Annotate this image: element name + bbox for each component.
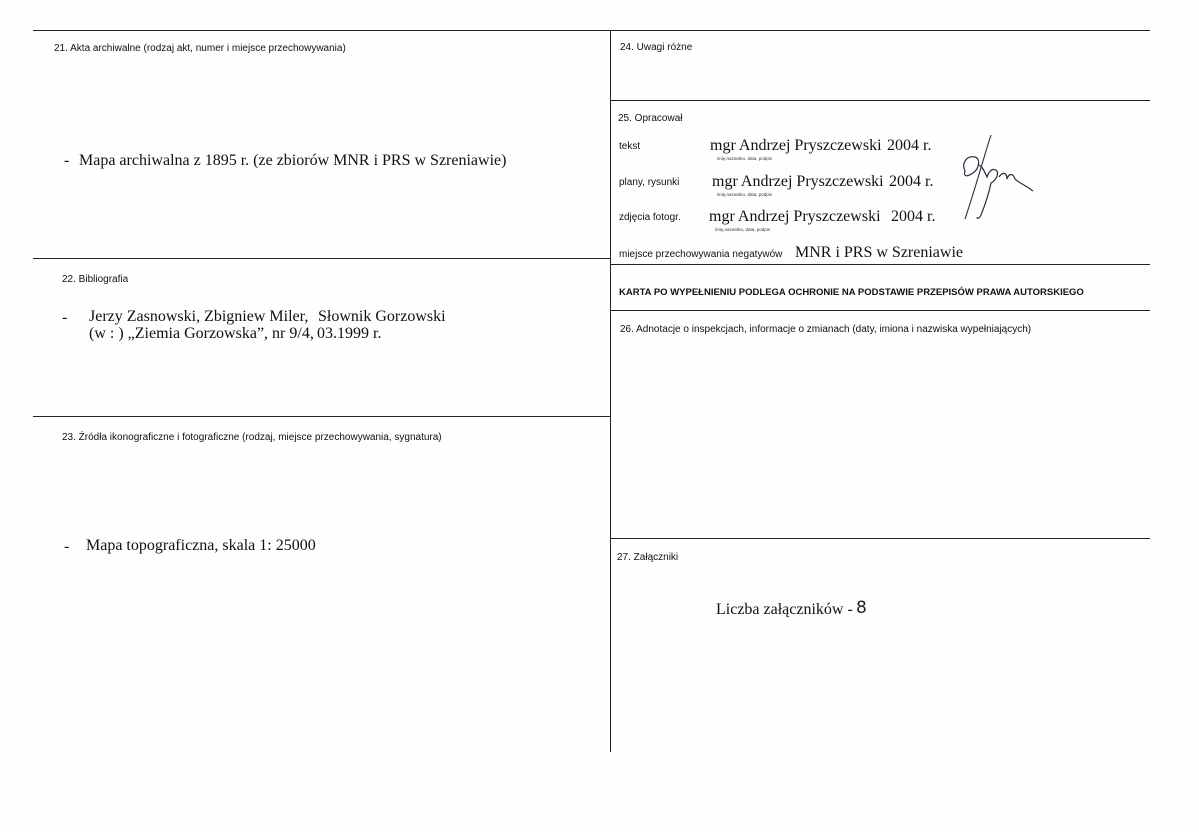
author-row-text-name: mgr Andrzej Pryszczewski	[710, 137, 882, 154]
bibliography-title: Słownik Gorzowski	[318, 308, 446, 325]
author-row-plans-label: plany, rysunki	[619, 177, 680, 188]
bibliography-date: 03.1999 r.	[317, 325, 382, 342]
author-row-plans-year: 2004 r.	[889, 173, 934, 190]
negatives-storage-label: miejsce przechowywania negatywów	[619, 249, 783, 260]
attachments-count-value: 8	[856, 598, 867, 618]
negatives-storage-value: MNR i PRS w Szreniawie	[795, 244, 963, 261]
center-divider	[610, 30, 611, 752]
rule-note-26	[610, 310, 1150, 311]
section-22-dash: -	[62, 309, 68, 326]
author-row-plans-caption: imię,nazwisko, data, podpis	[717, 192, 773, 197]
handwritten-signature	[955, 133, 1045, 223]
rule-24-25	[610, 100, 1150, 101]
author-row-photos-caption: imię,nazwisko, data, podpis	[715, 227, 771, 232]
section-27-label: 27. Załączniki	[617, 552, 679, 563]
author-row-photos-year: 2004 r.	[891, 208, 936, 225]
section-21-dash: -	[64, 152, 70, 169]
author-row-text-caption: imię,nazwisko, data, podpis	[717, 156, 773, 161]
section-23-label: 23. Źródła ikonograficzne i fotograficzne (rodzaj, miejsce przechowywania, sygnatura)	[62, 432, 442, 443]
rule-26-27	[610, 538, 1150, 539]
author-row-photos-label: zdjęcia fotogr.	[619, 212, 681, 223]
section-26-label: 26. Adnotacje o inspekcjach, informacje o zmianach (daty, imiona i nazwiska wypełniających)	[620, 324, 1032, 335]
section-24-label: 24. Uwagi różne	[620, 42, 693, 53]
section-22-label: 22. Bibliografia	[62, 274, 129, 285]
copyright-note: KARTA PO WYPEŁNIENIU PODLEGA OCHRONIE NA PODSTAWIE PRZEPISÓW PRAWA AUTORSKIEGO	[619, 287, 1084, 298]
section-23-item: Mapa topograficzna, skala 1: 25000	[86, 537, 316, 554]
bibliography-source: (w : ) „Ziemia Gorzowska”, nr 9/4,	[89, 325, 314, 342]
bibliography-authors: Jerzy Zasnowski, Zbigniew Miler,	[89, 308, 309, 325]
section-25-label: 25. Opracował	[618, 113, 683, 124]
author-row-text-year: 2004 r.	[887, 137, 932, 154]
rule-21-22	[33, 258, 610, 259]
rule-22-23	[33, 416, 610, 417]
author-row-plans-name: mgr Andrzej Pryszczewski	[712, 173, 884, 190]
section-21-label: 21. Akta archiwalne (rodzaj akt, numer i miejsce przechowywania)	[54, 43, 346, 54]
top-rule	[33, 30, 1150, 31]
author-row-photos-name: mgr Andrzej Pryszczewski	[709, 208, 881, 225]
author-row-text-label: tekst	[619, 141, 641, 152]
section-23-dash: -	[64, 538, 70, 555]
rule-25-note	[610, 264, 1150, 265]
attachments-count-label: Liczba załączników -	[716, 601, 853, 618]
section-21-item: Mapa archiwalna z 1895 r. (ze zbiorów MNR i PRS w Szreniawie)	[79, 152, 507, 169]
